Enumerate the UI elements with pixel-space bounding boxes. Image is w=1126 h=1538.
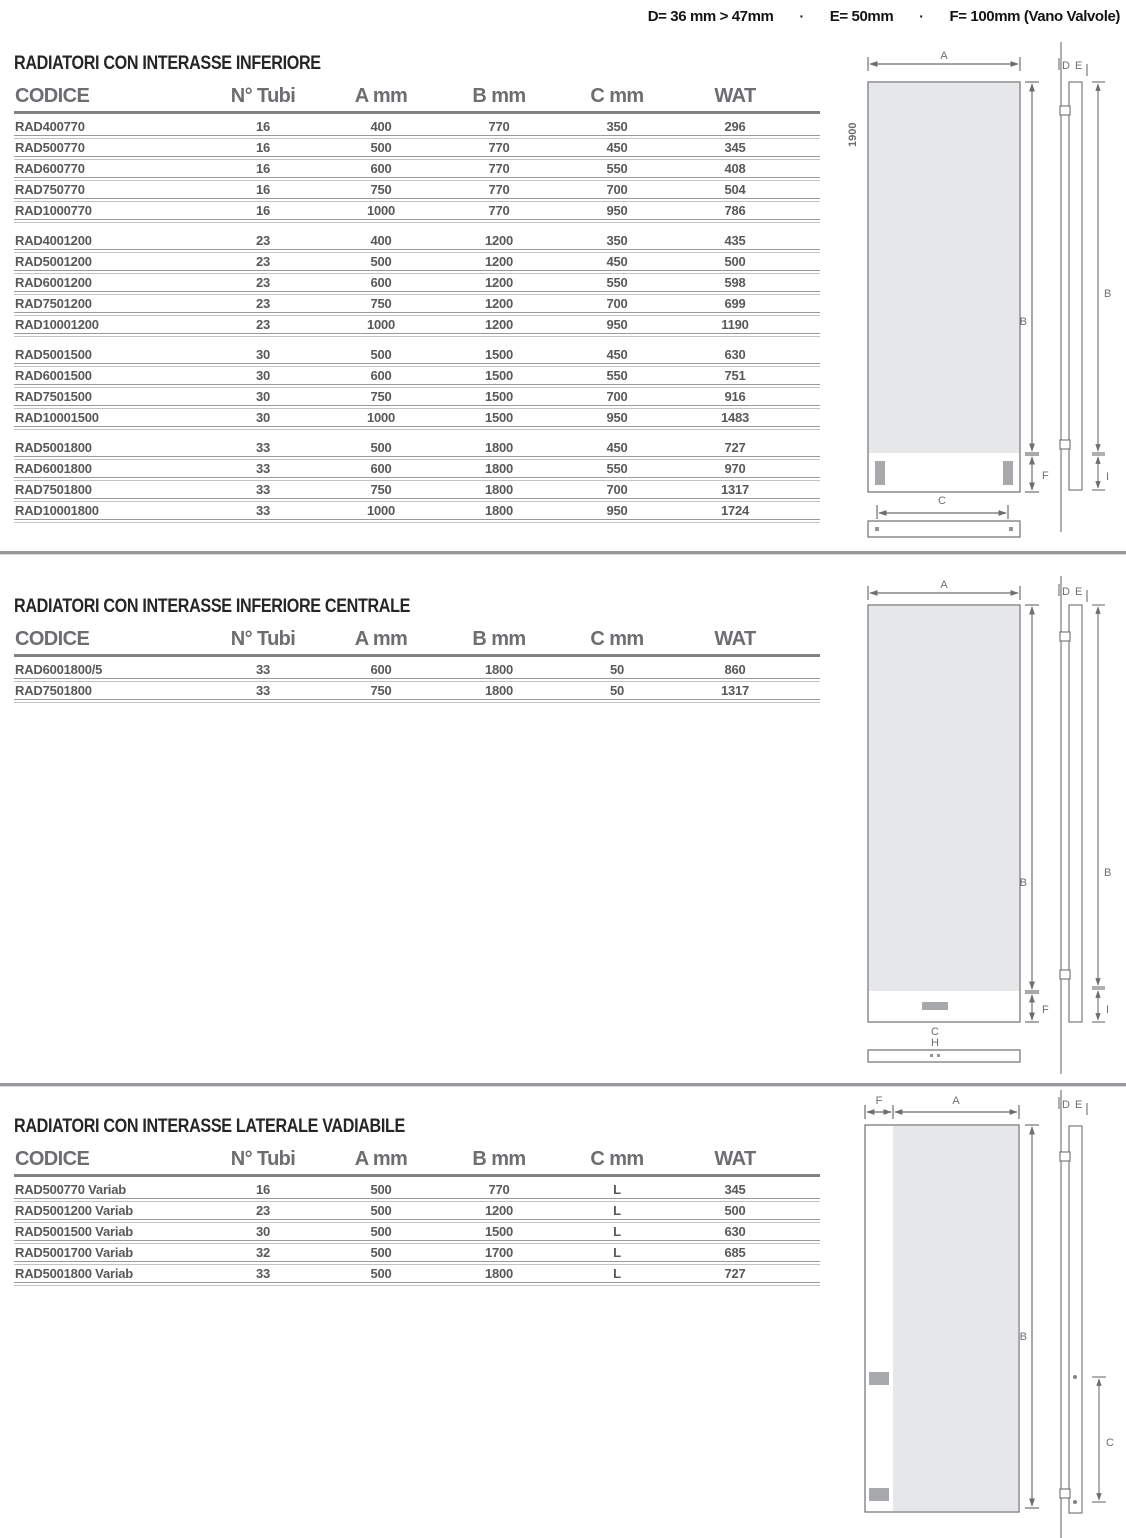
dimension-specs <box>648 8 1120 25</box>
cell-value: 1000 <box>366 317 396 332</box>
cell-value: 350 <box>606 119 628 134</box>
cell-codice: RAD5001800 <box>15 440 92 455</box>
spec-e: E= 50mm <box>829 8 894 25</box>
cell-value: 770 <box>488 1182 510 1197</box>
cell-codice: RAD5001800 Variab <box>15 1266 134 1281</box>
cell-codice: RAD10001200 <box>15 317 99 332</box>
cell-value: 345 <box>724 1182 746 1197</box>
table-row <box>14 295 820 312</box>
section-title: RADIATORI CON INTERASSE INFERIORE CENTRALE <box>14 596 411 617</box>
col-b-mm: B mm <box>472 84 526 107</box>
cell-value: 500 <box>370 1245 392 1260</box>
col-b-mm: B mm <box>472 627 526 650</box>
cell-value: 699 <box>724 296 746 311</box>
cell-value: 1200 <box>484 254 514 269</box>
cell-value: 685 <box>724 1245 746 1260</box>
dim-label-b: B <box>1019 877 1027 889</box>
cell-value: 751 <box>724 368 746 383</box>
col-codice: CODICE <box>15 1147 90 1170</box>
dim-label-i: I <box>1106 1004 1110 1016</box>
cell-codice: RAD5001200 <box>15 254 92 269</box>
cell-value: 408 <box>724 161 746 176</box>
cell-value: 23 <box>255 233 271 248</box>
cell-value: 950 <box>606 203 628 218</box>
table-row <box>14 181 820 198</box>
cell-value: 500 <box>370 1266 392 1281</box>
table-row <box>14 1181 820 1198</box>
cell-value: 500 <box>370 254 392 269</box>
cell-value: 50 <box>609 683 625 698</box>
cell-value: 1500 <box>484 410 514 425</box>
cell-codice: RAD5001200 Variab <box>15 1203 134 1218</box>
table-row <box>14 409 820 426</box>
col-wat: WAT <box>714 84 756 107</box>
cell-value: 1000 <box>366 203 396 218</box>
cell-value: 1200 <box>484 233 514 248</box>
cell-codice: RAD500770 <box>15 140 85 155</box>
col-a-mm: A mm <box>354 627 408 650</box>
col-n-tubi: N° Tubi <box>230 1147 296 1170</box>
cell-value: 1200 <box>484 1203 514 1218</box>
row-divider <box>14 699 820 703</box>
cell-value: 916 <box>724 389 746 404</box>
cell-value: 727 <box>724 1266 746 1281</box>
cell-codice: RAD7501500 <box>15 389 92 404</box>
cell-value: 550 <box>606 161 628 176</box>
spec-separator: · <box>919 7 924 24</box>
cell-value: 16 <box>255 203 271 218</box>
cell-value: 30 <box>255 1224 271 1239</box>
table-body <box>14 118 820 523</box>
front-view <box>868 57 1039 537</box>
cell-codice: RAD6001500 <box>15 368 92 383</box>
cell-value: 770 <box>488 182 510 197</box>
cell-value: 16 <box>255 140 271 155</box>
cell-value: 750 <box>370 182 392 197</box>
cell-value: 600 <box>370 275 392 290</box>
table-row <box>14 1265 820 1282</box>
cell-value: 1800 <box>484 1266 514 1281</box>
table-row <box>14 118 820 135</box>
table-row <box>14 439 820 456</box>
cell-value: 700 <box>606 482 628 497</box>
cell-value: 550 <box>606 461 628 476</box>
cell-value: 345 <box>724 140 746 155</box>
cell-value: 1500 <box>484 389 514 404</box>
cell-value: 750 <box>370 482 392 497</box>
cell-value: 1200 <box>484 296 514 311</box>
cell-value: 23 <box>255 317 271 332</box>
cell-value: 500 <box>370 1182 392 1197</box>
col-wat: WAT <box>714 1147 756 1170</box>
dim-label-f: F <box>875 1095 883 1107</box>
dim-label-i: I <box>1106 471 1110 483</box>
cell-value: 30 <box>255 389 271 404</box>
dim-label-b: B <box>1019 316 1027 328</box>
cell-value: 630 <box>724 347 746 362</box>
table-row <box>14 160 820 177</box>
cell-value: 1800 <box>484 683 514 698</box>
cell-value: 50 <box>609 662 625 677</box>
table-row <box>14 139 820 156</box>
cell-value: 700 <box>606 296 628 311</box>
cell-value: 750 <box>370 389 392 404</box>
side-view <box>1059 42 1105 532</box>
cell-value: 600 <box>370 161 392 176</box>
cell-value: 450 <box>606 254 628 269</box>
cell-value: 770 <box>488 140 510 155</box>
spec-d: D= 36 mm > 47mm <box>647 8 774 25</box>
row-divider <box>14 1282 820 1286</box>
cell-value: 30 <box>255 347 271 362</box>
dim-label-a: A <box>952 1095 960 1107</box>
cell-value: 1500 <box>484 347 514 362</box>
cell-value: 500 <box>724 254 746 269</box>
cell-codice: RAD750770 <box>15 182 85 197</box>
cell-value: 950 <box>606 317 628 332</box>
dim-label-e: E <box>1075 586 1083 598</box>
cell-value: 600 <box>370 662 392 677</box>
diagram-interasse-inferiore <box>836 42 1126 547</box>
table-row <box>14 367 820 384</box>
diagram-interasse-laterale-variabile <box>836 1090 1126 1538</box>
header-rule <box>14 1174 820 1177</box>
table-row <box>14 202 820 219</box>
cell-value: 600 <box>370 461 392 476</box>
cell-codice: RAD7501200 <box>15 296 92 311</box>
table-row <box>14 682 820 699</box>
cell-value: 1200 <box>484 317 514 332</box>
cell-value: 16 <box>255 161 271 176</box>
cell-value: 1800 <box>484 461 514 476</box>
col-c-mm: C mm <box>590 627 644 650</box>
dim-label-e: E <box>1075 60 1083 72</box>
section-interasse-inferiore <box>14 53 820 523</box>
cell-value: 1800 <box>484 662 514 677</box>
cell-value: 33 <box>255 662 271 677</box>
col-n-tubi: N° Tubi <box>230 627 296 650</box>
group-gap <box>14 430 820 439</box>
dim-label-total-height: 1900 <box>847 122 859 147</box>
cell-value: 970 <box>724 461 746 476</box>
cell-value: 500 <box>724 1203 746 1218</box>
cell-value: 770 <box>488 203 510 218</box>
cell-value: 400 <box>370 233 392 248</box>
cell-value: 750 <box>370 683 392 698</box>
cell-codice: RAD7501800 <box>15 683 92 698</box>
cell-value: L <box>613 1182 621 1197</box>
cell-value: 598 <box>724 275 746 290</box>
cell-codice: RAD1000770 <box>15 203 92 218</box>
cell-value: 1724 <box>720 503 750 518</box>
group-gap <box>14 337 820 346</box>
table-row <box>14 232 820 249</box>
cell-value: 1000 <box>366 503 396 518</box>
cell-value: 23 <box>255 254 271 269</box>
dim-label-b: B <box>1019 1331 1027 1343</box>
col-a-mm: A mm <box>354 1147 408 1170</box>
cell-value: 727 <box>724 440 746 455</box>
cell-value: 16 <box>255 182 271 197</box>
cell-value: 1800 <box>484 440 514 455</box>
dim-label-b: B <box>1104 867 1112 879</box>
cell-value: 1800 <box>484 503 514 518</box>
dim-label-f: F <box>1042 1004 1049 1016</box>
cell-codice: RAD500770 Variab <box>15 1182 126 1197</box>
cell-codice: RAD6001200 <box>15 275 92 290</box>
section-divider <box>0 551 1126 555</box>
table-row <box>14 388 820 405</box>
cell-value: 32 <box>255 1245 271 1260</box>
cell-value: 1500 <box>484 1224 514 1239</box>
table-row <box>14 460 820 477</box>
dim-label-c: C <box>938 495 946 507</box>
cell-value: 450 <box>606 440 628 455</box>
dim-label-e: E <box>1075 1099 1083 1111</box>
col-n-tubi: N° Tubi <box>230 84 296 107</box>
table-header <box>14 81 820 111</box>
cell-value: 550 <box>606 368 628 383</box>
table-row <box>14 274 820 291</box>
front-view <box>865 1105 1039 1512</box>
cell-value: 630 <box>724 1224 746 1239</box>
cell-value: 500 <box>370 440 392 455</box>
header-rule <box>14 111 820 114</box>
cell-value: L <box>613 1266 621 1281</box>
cell-value: 500 <box>370 347 392 362</box>
spec-separator: · <box>799 7 804 24</box>
col-c-mm: C mm <box>590 84 644 107</box>
table-row <box>14 481 820 498</box>
cell-value: 1483 <box>720 410 750 425</box>
dim-label-a: A <box>940 50 948 62</box>
cell-value: 504 <box>724 182 746 197</box>
cell-value: 23 <box>255 296 271 311</box>
cell-value: 435 <box>724 233 746 248</box>
cell-value: 30 <box>255 368 271 383</box>
section-divider <box>0 1083 1126 1087</box>
dim-label-c: C <box>931 1026 939 1038</box>
cell-value: 23 <box>255 275 271 290</box>
col-wat: WAT <box>714 627 756 650</box>
dim-label-h: H <box>931 1037 939 1049</box>
cell-value: 950 <box>606 410 628 425</box>
cell-value: 296 <box>724 119 746 134</box>
cell-value: 33 <box>255 503 271 518</box>
cell-value: 1200 <box>484 275 514 290</box>
table-row <box>14 1202 820 1219</box>
cell-value: 16 <box>255 1182 271 1197</box>
cell-value: 33 <box>255 482 271 497</box>
cell-value: 770 <box>488 119 510 134</box>
cell-value: 16 <box>255 119 271 134</box>
cell-codice: RAD4001200 <box>15 233 92 248</box>
cell-value: 450 <box>606 140 628 155</box>
cell-codice: RAD6001800 <box>15 461 92 476</box>
table-row <box>14 502 820 519</box>
cell-codice: RAD5001500 Variab <box>15 1224 134 1239</box>
cell-codice: RAD10001800 <box>15 503 99 518</box>
dim-label-a: A <box>940 579 948 591</box>
col-c-mm: C mm <box>590 1147 644 1170</box>
table-row <box>14 661 820 678</box>
cell-value: 700 <box>606 389 628 404</box>
cell-value: 1190 <box>721 317 749 332</box>
cell-value: 33 <box>255 440 271 455</box>
col-b-mm: B mm <box>472 1147 526 1170</box>
cell-codice: RAD6001800/5 <box>15 662 103 677</box>
cell-codice: RAD400770 <box>15 119 85 134</box>
header-rule <box>14 654 820 657</box>
table-header <box>14 624 820 654</box>
group-gap <box>14 223 820 232</box>
cell-value: L <box>613 1245 621 1260</box>
cell-value: L <box>613 1224 621 1239</box>
cell-value: 1317 <box>720 683 750 698</box>
cell-value: 1800 <box>484 482 514 497</box>
table-row <box>14 253 820 270</box>
cell-value: 550 <box>606 275 628 290</box>
cell-value: 700 <box>606 182 628 197</box>
cell-value: 33 <box>255 683 271 698</box>
dim-label-d: D <box>1062 586 1070 598</box>
cell-codice: RAD5001700 Variab <box>15 1245 134 1260</box>
cell-codice: RAD7501800 <box>15 482 92 497</box>
cell-value: 1700 <box>484 1245 514 1260</box>
cell-value: 350 <box>606 233 628 248</box>
cell-value: 23 <box>255 1203 271 1218</box>
cell-value: 500 <box>370 140 392 155</box>
cell-value: 30 <box>255 410 271 425</box>
col-a-mm: A mm <box>354 84 408 107</box>
cell-value: 1500 <box>484 368 514 383</box>
section-title: RADIATORI CON INTERASSE LATERALE VADIABILE <box>14 1116 405 1137</box>
section-interasse-inferiore-centrale <box>14 596 820 703</box>
cell-codice: RAD5001500 <box>15 347 92 362</box>
dim-label-d: D <box>1062 1099 1070 1111</box>
table-body <box>14 661 820 703</box>
table-row <box>14 346 820 363</box>
cell-value: 33 <box>255 461 271 476</box>
cell-value: 33 <box>255 1266 271 1281</box>
cell-value: 500 <box>370 1203 392 1218</box>
cell-value: 1000 <box>366 410 396 425</box>
col-codice: CODICE <box>15 84 90 107</box>
table-body <box>14 1181 820 1286</box>
cell-value: L <box>613 1203 621 1218</box>
row-divider <box>14 519 820 523</box>
table-row <box>14 316 820 333</box>
cell-value: 750 <box>370 296 392 311</box>
cell-value: 450 <box>606 347 628 362</box>
dim-label-d: D <box>1062 60 1070 72</box>
table-row <box>14 1244 820 1261</box>
table-row <box>14 1223 820 1240</box>
col-codice: CODICE <box>15 627 90 650</box>
side-view <box>1059 576 1105 1074</box>
cell-value: 950 <box>606 503 628 518</box>
cell-value: 860 <box>724 662 746 677</box>
cell-codice: RAD600770 <box>15 161 85 176</box>
dim-label-f: F <box>1042 470 1049 482</box>
cell-value: 1317 <box>720 482 750 497</box>
dim-label-b: B <box>1104 288 1112 300</box>
front-view <box>868 586 1039 1062</box>
cell-value: 600 <box>370 368 392 383</box>
side-view <box>1059 1090 1106 1538</box>
cell-value: 500 <box>370 1224 392 1239</box>
table-header <box>14 1144 820 1174</box>
cell-value: 786 <box>724 203 746 218</box>
diagram-interasse-inferiore-centrale <box>836 576 1126 1076</box>
spec-f: F= 100mm (Vano Valvole) <box>949 8 1120 25</box>
cell-value: 400 <box>370 119 392 134</box>
dim-label-c: C <box>1106 1437 1114 1449</box>
section-title: RADIATORI CON INTERASSE INFERIORE <box>14 53 321 74</box>
cell-value: 770 <box>488 161 510 176</box>
section-interasse-laterale-variabile <box>14 1116 820 1286</box>
cell-codice: RAD10001500 <box>15 410 99 425</box>
